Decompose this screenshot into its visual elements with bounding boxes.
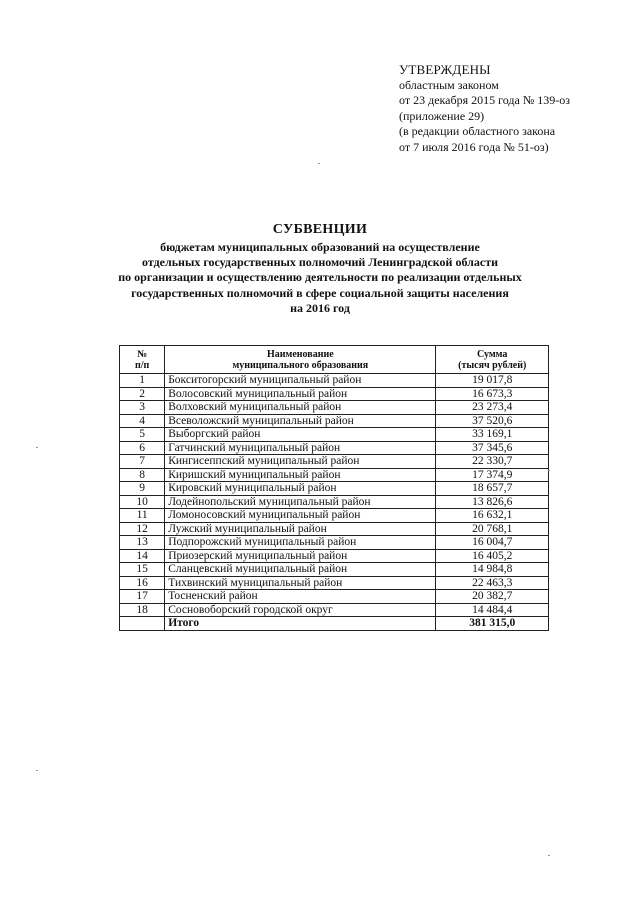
approval-heading: УТВЕРЖДЕНЫ [399, 62, 491, 77]
title-line: бюджетам муниципальных образований на осуществление [160, 240, 480, 254]
row-num: 1 [120, 374, 165, 388]
table-row [120, 414, 549, 428]
table-header-row [120, 346, 549, 374]
row-num: 4 [120, 414, 165, 428]
row-name: Выборгский район [165, 428, 436, 442]
row-sum: 22 330,7 [436, 455, 549, 469]
row-name: Тосненский район [165, 590, 436, 604]
header-num [120, 346, 165, 374]
approval-stamp [399, 62, 570, 156]
row-num: 2 [120, 387, 165, 401]
row-name: Бокситогорский муниципальный район [165, 374, 436, 388]
table-row [120, 482, 549, 496]
row-num: 12 [120, 522, 165, 536]
row-num: 16 [120, 576, 165, 590]
row-name: Кингисеппский муниципальный район [165, 455, 436, 469]
row-sum: 37 345,6 [436, 441, 549, 455]
table-row [120, 401, 549, 415]
table-row [120, 428, 549, 442]
header-sum [436, 346, 549, 374]
row-num: 3 [120, 401, 165, 415]
row-num: 7 [120, 455, 165, 469]
row-sum: 20 382,7 [436, 590, 549, 604]
row-sum: 20 768,1 [436, 522, 549, 536]
table-row [120, 441, 549, 455]
row-sum: 37 520,6 [436, 414, 549, 428]
row-sum: 22 463,3 [436, 576, 549, 590]
row-name: Лодейнопольский муниципальный район [165, 495, 436, 509]
row-sum: 13 826,6 [436, 495, 549, 509]
approval-line: от 23 декабря 2015 года № 139-оз [399, 93, 571, 108]
row-name: Волосовский муниципальный район [165, 387, 436, 401]
row-sum: 14 484,4 [436, 603, 549, 617]
scan-speck [36, 770, 38, 771]
row-name: Гатчинский муниципальный район [165, 441, 436, 455]
title-line: отдельных государственных полномочий Ленинградской области [141, 255, 499, 270]
approval-line: (приложение 29) [399, 108, 485, 123]
table-body [120, 374, 549, 617]
header-name [165, 346, 436, 374]
row-num: 6 [120, 441, 165, 455]
row-num: 8 [120, 468, 165, 482]
table-row [120, 590, 549, 604]
table-row [120, 455, 549, 469]
approval-line: (в редакции областного закона [399, 124, 556, 139]
row-sum: 18 657,7 [436, 482, 549, 496]
scan-speck [318, 163, 320, 164]
title-main: СУБВЕНЦИИ [272, 222, 368, 237]
row-sum: 14 984,8 [436, 563, 549, 577]
table-row [120, 603, 549, 617]
row-num: 5 [120, 428, 165, 442]
header-num-line: п/п [134, 359, 150, 371]
title-line: на 2016 год [290, 300, 350, 315]
row-name: Сосновоборский городской округ [165, 603, 436, 617]
row-name: Ломоносовский муниципальный район [165, 509, 436, 523]
table-row [120, 576, 549, 590]
row-num: 14 [120, 549, 165, 563]
header-name-line: муниципального образования [232, 359, 369, 371]
row-name: Сланцевский муниципальный район [165, 563, 436, 577]
row-name: Всеволожский муниципальный район [165, 414, 436, 428]
total-label: Итого [165, 617, 436, 631]
document-title [0, 222, 640, 316]
header-num-line: № [137, 348, 148, 360]
table-row [120, 549, 549, 563]
row-name: Приозерский муниципальный район [165, 549, 436, 563]
table-row [120, 509, 549, 523]
row-name: Киришский муниципальный район [165, 468, 436, 482]
total-num-cell [120, 617, 165, 631]
row-name: Подпорожский муниципальный район [165, 536, 436, 550]
row-num: 9 [120, 482, 165, 496]
row-sum: 33 169,1 [436, 428, 549, 442]
table-row [120, 522, 549, 536]
table-row [120, 468, 549, 482]
scan-speck [548, 855, 550, 856]
subsidy-table [119, 345, 549, 631]
row-num: 17 [120, 590, 165, 604]
table-row [120, 536, 549, 550]
row-sum: 16 673,3 [436, 387, 549, 401]
header-sum-line: (тысяч рублей) [458, 359, 527, 371]
header-name-line: Наименование [266, 348, 334, 360]
table-row [120, 374, 549, 388]
scan-speck [548, 470, 550, 471]
row-sum: 16 405,2 [436, 549, 549, 563]
title-line: государственных полномочий в сфере социальной защиты населения [131, 285, 509, 300]
row-num: 10 [120, 495, 165, 509]
table-row [120, 563, 549, 577]
row-name: Кировский муниципальный район [165, 482, 436, 496]
row-sum: 16 004,7 [436, 536, 549, 550]
table-row [120, 495, 549, 509]
scan-speck [36, 447, 38, 448]
row-name: Лужский муниципальный район [165, 522, 436, 536]
header-sum-line: Сумма [477, 348, 508, 360]
row-sum: 17 374,9 [436, 468, 549, 482]
row-name: Тихвинский муниципальный район [165, 576, 436, 590]
approval-line: от 7 июля 2016 года № 51-оз) [399, 139, 549, 154]
title-line: по организации и осуществлению деятельности по реализации отдельных [118, 270, 522, 285]
row-num: 15 [120, 563, 165, 577]
approval-line: областным законом [399, 77, 499, 92]
total-sum: 381 315,0 [436, 617, 549, 631]
row-name: Волховский муниципальный район [165, 401, 436, 415]
row-num: 13 [120, 536, 165, 550]
row-sum: 23 273,4 [436, 401, 549, 415]
row-sum: 19 017,8 [436, 374, 549, 388]
row-sum: 16 632,1 [436, 509, 549, 523]
table-row [120, 387, 549, 401]
row-num: 18 [120, 603, 165, 617]
table-total-row [120, 617, 549, 631]
row-num: 11 [120, 509, 165, 523]
